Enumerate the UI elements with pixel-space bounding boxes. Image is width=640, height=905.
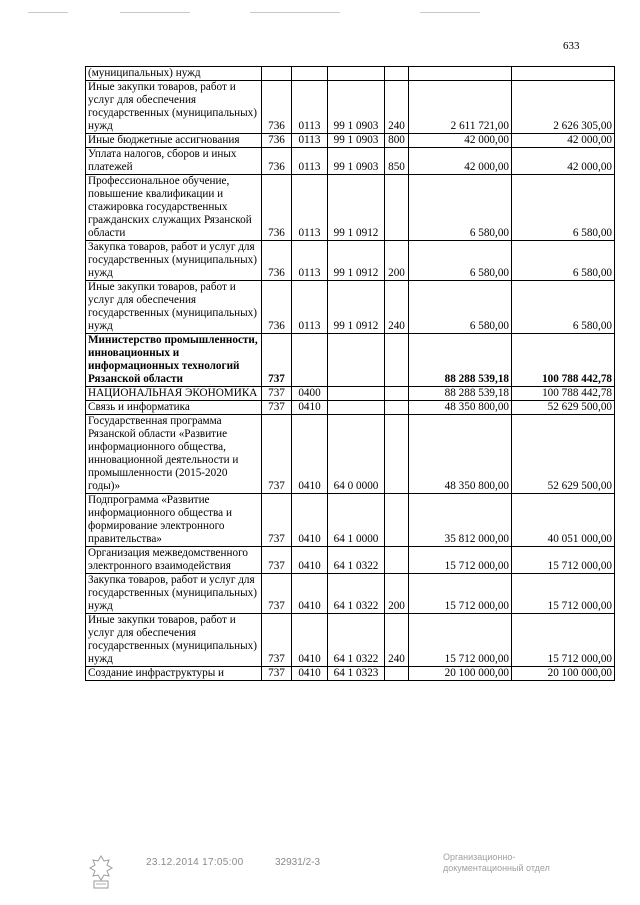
table-row [86, 494, 615, 547]
row-expense-type-cell [385, 387, 409, 401]
table-row [86, 334, 615, 387]
row-name-cell: Министерство промышленности, инновационных и информационных технологий Рязанской области [86, 334, 262, 387]
document-footer [0, 852, 640, 902]
footer-department-note [443, 852, 550, 874]
row-expense-type-cell [385, 415, 409, 494]
table-row [86, 387, 615, 401]
row-target-article-cell: 64 1 0000 [328, 494, 385, 547]
row-amount-year2-cell: 2 626 305,00 [512, 81, 615, 134]
row-target-article-cell [328, 334, 385, 387]
row-name-cell: Иные закупки товаров, работ и услуг для обеспечения государственных (муниципальных) нужд [86, 614, 262, 667]
table-row [86, 667, 615, 681]
row-target-article-cell: 99 1 0903 [328, 81, 385, 134]
row-name-cell: Иные бюджетные ассигнования [86, 134, 262, 148]
table-row [86, 401, 615, 415]
row-chapter-cell: 737 [262, 334, 292, 387]
row-amount-year1-cell: 6 580,00 [409, 281, 512, 334]
row-amount-year2-cell: 6 580,00 [512, 175, 615, 241]
row-target-article-cell [328, 401, 385, 415]
row-chapter-cell: 737 [262, 547, 292, 574]
row-amount-year2-cell: 6 580,00 [512, 281, 615, 334]
row-section-cell: 0113 [292, 81, 328, 134]
row-amount-year1-cell: 42 000,00 [409, 134, 512, 148]
row-expense-type-cell [385, 401, 409, 415]
row-expense-type-cell: 240 [385, 281, 409, 334]
table-row [86, 81, 615, 134]
row-amount-year1-cell: 20 100 000,00 [409, 667, 512, 681]
row-name-cell: (муниципальных) нужд [86, 67, 262, 81]
row-expense-type-cell [385, 334, 409, 387]
row-target-article-cell [328, 67, 385, 81]
row-chapter-cell: 737 [262, 387, 292, 401]
row-name-cell: Подпрограмма «Развитие информационного общества и формирование электронного правительства» [86, 494, 262, 547]
row-amount-year1-cell: 42 000,00 [409, 148, 512, 175]
table-row [86, 281, 615, 334]
row-amount-year1-cell: 48 350 800,00 [409, 415, 512, 494]
row-section-cell: 0113 [292, 175, 328, 241]
row-expense-type-cell: 240 [385, 81, 409, 134]
row-chapter-cell: 736 [262, 134, 292, 148]
row-section-cell: 0113 [292, 134, 328, 148]
row-amount-year1-cell: 2 611 721,00 [409, 81, 512, 134]
row-section-cell: 0113 [292, 148, 328, 175]
row-amount-year2-cell: 40 051 000,00 [512, 494, 615, 547]
row-name-cell: Государственная программа Рязанской области «Развитие информационного общества, инновационной деятельности и промышленности (2015-2020 годы)» [86, 415, 262, 494]
row-chapter-cell: 737 [262, 667, 292, 681]
row-expense-type-cell [385, 67, 409, 81]
row-expense-type-cell: 850 [385, 148, 409, 175]
budget-table [85, 66, 615, 681]
row-chapter-cell: 736 [262, 81, 292, 134]
footer-note-line-1: Организационно- [443, 852, 516, 862]
row-amount-year2-cell: 15 712 000,00 [512, 614, 615, 667]
row-section-cell [292, 67, 328, 81]
row-name-cell: Закупка товаров, работ и услуг для государственных (муниципальных) нужд [86, 574, 262, 614]
row-section-cell: 0113 [292, 281, 328, 334]
row-expense-type-cell: 200 [385, 574, 409, 614]
row-section-cell: 0400 [292, 387, 328, 401]
row-name-cell: НАЦИОНАЛЬНАЯ ЭКОНОМИКА [86, 387, 262, 401]
row-name-cell: Иные закупки товаров, работ и услуг для обеспечения государственных (муниципальных) нужд [86, 281, 262, 334]
row-target-article-cell: 99 1 0903 [328, 134, 385, 148]
row-target-article-cell: 99 1 0912 [328, 281, 385, 334]
row-amount-year1-cell: 88 288 539,18 [409, 387, 512, 401]
row-target-article-cell: 99 1 0903 [328, 148, 385, 175]
row-amount-year1-cell: 15 712 000,00 [409, 614, 512, 667]
row-chapter-cell: 737 [262, 415, 292, 494]
footer-note-line-2: документационный отдел [443, 863, 550, 873]
row-target-article-cell: 99 1 0912 [328, 175, 385, 241]
row-name-cell: Организация межведомственного электронного взаимодействия [86, 547, 262, 574]
row-chapter-cell [262, 67, 292, 81]
row-expense-type-cell [385, 494, 409, 547]
row-name-cell: Связь и информатика [86, 401, 262, 415]
row-expense-type-cell [385, 667, 409, 681]
row-name-cell: Уплата налогов, сборов и иных платежей [86, 148, 262, 175]
row-target-article-cell: 64 1 0323 [328, 667, 385, 681]
row-chapter-cell: 737 [262, 614, 292, 667]
table-row [86, 175, 615, 241]
row-name-cell: Создание инфраструктуры и [86, 667, 262, 681]
footer-document-id: 32931/2-3 [275, 857, 321, 868]
row-name-cell: Иные закупки товаров, работ и услуг для обеспечения государственных (муниципальных) нужд [86, 81, 262, 134]
row-target-article-cell: 64 0 0000 [328, 415, 385, 494]
table-row [86, 148, 615, 175]
row-amount-year1-cell: 6 580,00 [409, 175, 512, 241]
table-row [86, 614, 615, 667]
row-amount-year2-cell: 42 000,00 [512, 134, 615, 148]
row-target-article-cell: 64 1 0322 [328, 547, 385, 574]
row-expense-type-cell: 800 [385, 134, 409, 148]
row-amount-year2-cell: 52 629 500,00 [512, 401, 615, 415]
row-amount-year2-cell: 52 629 500,00 [512, 415, 615, 494]
page-number: 633 [563, 40, 580, 52]
row-section-cell: 0410 [292, 401, 328, 415]
row-amount-year1-cell: 35 812 000,00 [409, 494, 512, 547]
row-target-article-cell: 64 1 0322 [328, 614, 385, 667]
row-amount-year1-cell: 48 350 800,00 [409, 401, 512, 415]
table-row [86, 547, 615, 574]
row-chapter-cell: 737 [262, 574, 292, 614]
row-amount-year2-cell: 42 000,00 [512, 148, 615, 175]
row-chapter-cell: 737 [262, 401, 292, 415]
row-section-cell: 0410 [292, 415, 328, 494]
row-chapter-cell: 736 [262, 175, 292, 241]
row-amount-year2-cell: 20 100 000,00 [512, 667, 615, 681]
footer-timestamp: 23.12.2014 17:05:00 [146, 857, 244, 868]
row-name-cell: Профессиональное обучение, повышение квалификации и стажировка государственных гражданских служащих Рязанской области [86, 175, 262, 241]
coat-of-arms-icon [88, 854, 114, 890]
row-section-cell: 0410 [292, 574, 328, 614]
row-expense-type-cell: 240 [385, 614, 409, 667]
row-target-article-cell [328, 387, 385, 401]
row-expense-type-cell [385, 547, 409, 574]
row-section-cell: 0113 [292, 241, 328, 281]
row-section-cell [292, 334, 328, 387]
table-row [86, 241, 615, 281]
table-row [86, 574, 615, 614]
table-row [86, 415, 615, 494]
row-section-cell: 0410 [292, 494, 328, 547]
row-amount-year1-cell [409, 67, 512, 81]
row-chapter-cell: 736 [262, 281, 292, 334]
row-name-cell: Закупка товаров, работ и услуг для государственных (муниципальных) нужд [86, 241, 262, 281]
row-target-article-cell: 99 1 0912 [328, 241, 385, 281]
row-amount-year1-cell: 6 580,00 [409, 241, 512, 281]
scan-top-marks [0, 12, 640, 14]
row-expense-type-cell [385, 175, 409, 241]
row-amount-year1-cell: 15 712 000,00 [409, 574, 512, 614]
row-amount-year2-cell: 15 712 000,00 [512, 574, 615, 614]
row-chapter-cell: 736 [262, 241, 292, 281]
table-row [86, 134, 615, 148]
row-amount-year1-cell: 88 288 539,18 [409, 334, 512, 387]
row-chapter-cell: 737 [262, 494, 292, 547]
table-row [86, 67, 615, 81]
row-section-cell: 0410 [292, 614, 328, 667]
row-amount-year2-cell: 6 580,00 [512, 241, 615, 281]
row-amount-year2-cell: 100 788 442,78 [512, 387, 615, 401]
row-section-cell: 0410 [292, 547, 328, 574]
row-section-cell: 0410 [292, 667, 328, 681]
row-amount-year2-cell: 100 788 442,78 [512, 334, 615, 387]
row-amount-year2-cell [512, 67, 615, 81]
row-chapter-cell: 736 [262, 148, 292, 175]
row-target-article-cell: 64 1 0322 [328, 574, 385, 614]
row-expense-type-cell: 200 [385, 241, 409, 281]
row-amount-year2-cell: 15 712 000,00 [512, 547, 615, 574]
row-amount-year1-cell: 15 712 000,00 [409, 547, 512, 574]
